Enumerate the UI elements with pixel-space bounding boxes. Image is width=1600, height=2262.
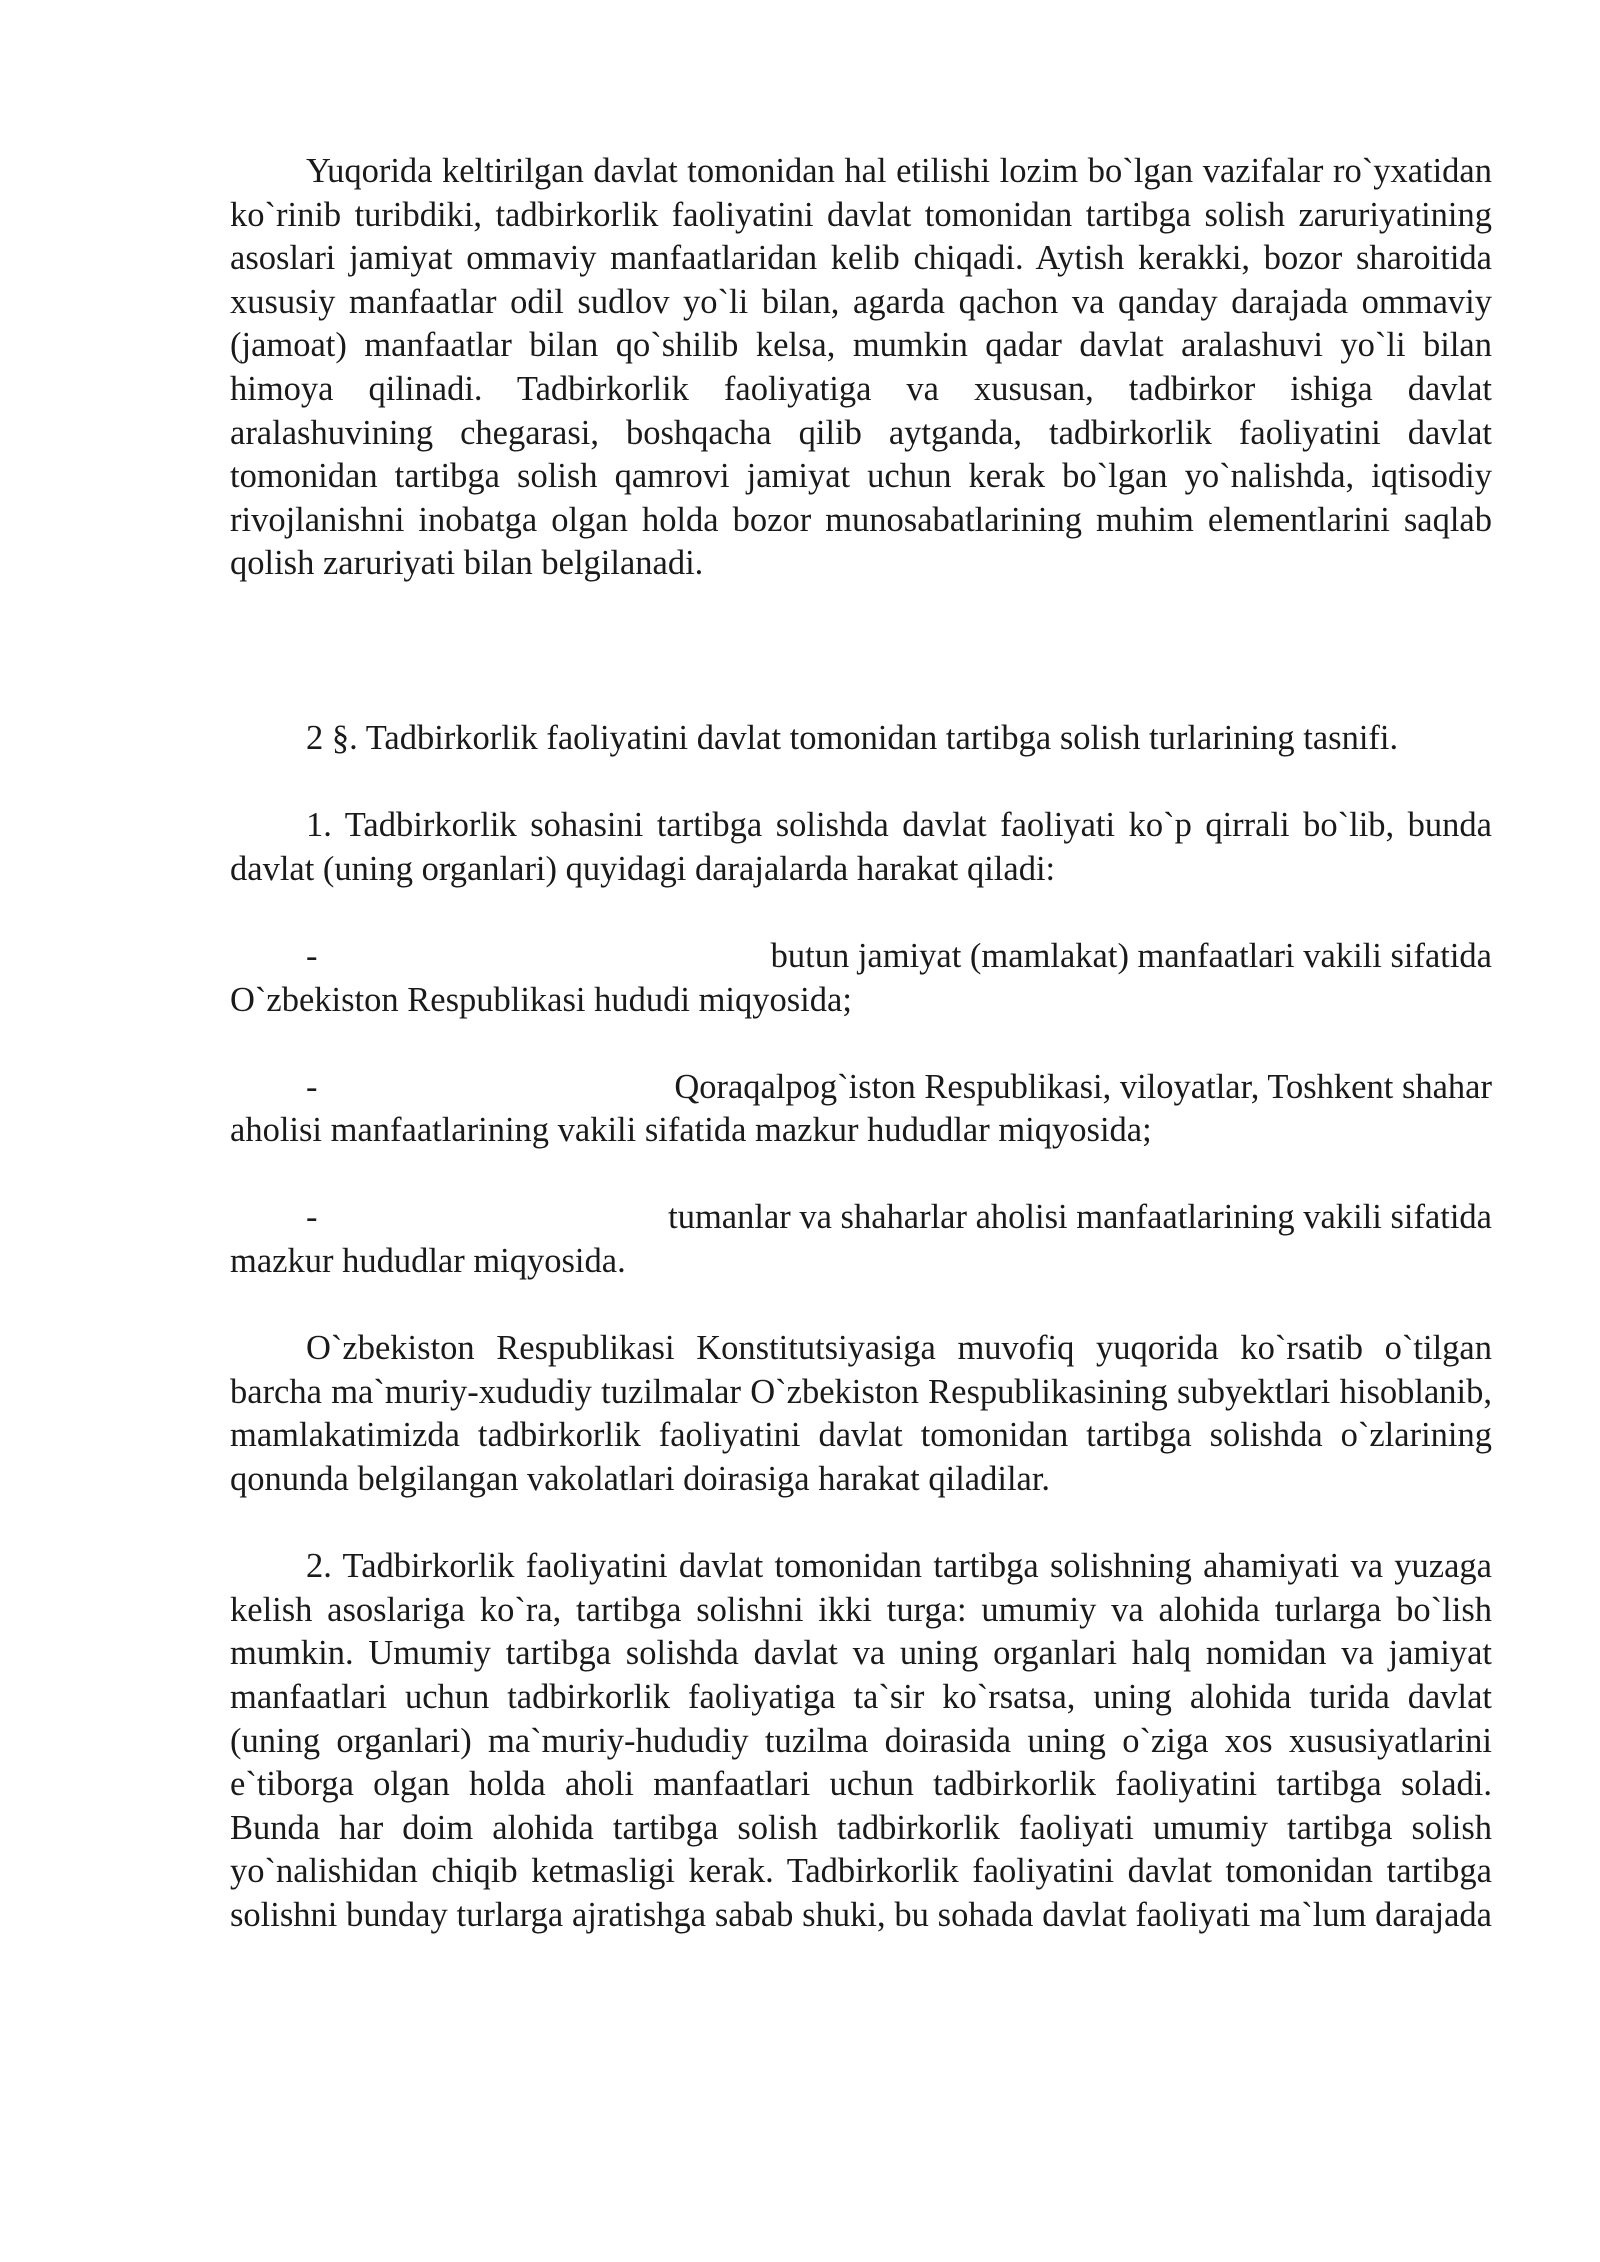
point-2-paragraph: 2. Tadbirkorlik faoliyatini davlat tomonidan tartibga solishning ahamiyati va yuzaga kelish asoslariga ko`ra, tartibga solishni ikki turga: umumiy va alohida turlarga bo`lish mumkin. Umumiy tartibga solishda davlat va uning organlari halq nomidan va jamiyat manfaatlari uchun tadbirkorlik faoliyatiga ta`sir ko`rsatsa, uning alohida turida davlat (uning organlari) ma`muriy-hududiy tuzilma doirasida uning o`ziga xos xususiyatlarini e`tiborga olgan holda aholi manfaatlari uchun tadbirkorlik faoliyatini tartibga soladi. Bunda har doim alohida tartibga solish tadbirkorlik faoliyati umumiy tartibga solish yo`nalishidan chiqib ketmasligi kerak. Tadbirkorlik faoliyatini davlat tomonidan tartibga solishni bunday turlarga ajratishga sabab shuki, bu sohada davlat faoliyati ma`lum darajada [230, 1547, 1492, 1934]
dash-item-continuation: O`zbekiston Respublikasi hududi miqyosida; [230, 980, 852, 1019]
dash-item-first-line: tumanlar va shaharlar aholisi manfaatlarining vakili sifatida [668, 1198, 1492, 1237]
dash-marker: - [306, 1067, 318, 1106]
dash-item-1 [230, 935, 1492, 1022]
constitution-paragraph: O`zbekiston Respublikasi Konstitutsiyasiga muvofiq yuqorida ko`rsatib o`tilgan barcha ma`muriy-xududiy tuzilmalar O`zbekiston Respublikasining subyektlari hisoblanib, mamlakatimizda tadbirkorlik faoliyatini davlat tomonidan tartibga solishda o`zlarining qonunda belgilangan vakolatlari doirasiga harakat qiladilar. [230, 1329, 1492, 1499]
point-1-paragraph: 1. Tadbirkorlik sohasini tartibga solishda davlat faoliyati ko`p qirrali bo`lib, bunda davlat (uning organlari) quyidagi darajalarda harakat qiladi: [230, 806, 1492, 888]
intro-paragraph: Yuqorida keltirilgan davlat tomonidan hal etilishi lozim bo`lgan vazifalar ro`yxatidan ko`rinib turibdiki, tadbirkorlik faoliyatini davlat tomonidan tartibga solish zaruriyatining asoslari jamiyat ommaviy manfaatlaridan kelib chiqadi. Aytish kerakki, bozor sharoitida xususiy manfaatlar odil sudlov yo`li bilan, agarda qachon va qanday darajada ommaviy (jamoat) manfaatlar bilan qo`shilib kelsa, mumkin qadar davlat aralashuvi yo`li bilan himoya qilinadi. Tadbirkorlik faoliyatiga va xususan, tadbirkor ishiga davlat aralashuvining chegarasi, boshqacha qilib aytganda, tadbirkorlik faoliyatini davlat tomonidan tartibga solish qamrovi jamiyat uchun kerak bo`lgan yo`nalishda, iqtisodiy rivojlanishni inobatga olgan holda bozor munosabatlarining muhim elementlarini saqlab qolish zaruriyati bilan belgilanadi. [230, 152, 1492, 583]
dash-item-continuation: aholisi manfaatlarining vakili sifatida mazkur hududlar miqyosida; [230, 1111, 1152, 1150]
document-body [230, 150, 1492, 1938]
dash-item-first-line: butun jamiyat (mamlakat) manfaatlari vakili sifatida [770, 936, 1492, 975]
dash-item-2 [230, 1066, 1492, 1153]
dash-marker: - [306, 936, 318, 975]
section-heading: 2 §. Tadbirkorlik faoliyatini davlat tomonidan tartibga solish turlarining tasnifi. [306, 718, 1399, 757]
dash-marker: - [306, 1198, 318, 1237]
dash-item-first-line: Qoraqalpog`iston Respublikasi, viloyatlar, Toshkent shahar [674, 1067, 1492, 1106]
dash-item-continuation: mazkur hududlar miqyosida. [230, 1242, 626, 1281]
dash-item-3 [230, 1196, 1492, 1283]
